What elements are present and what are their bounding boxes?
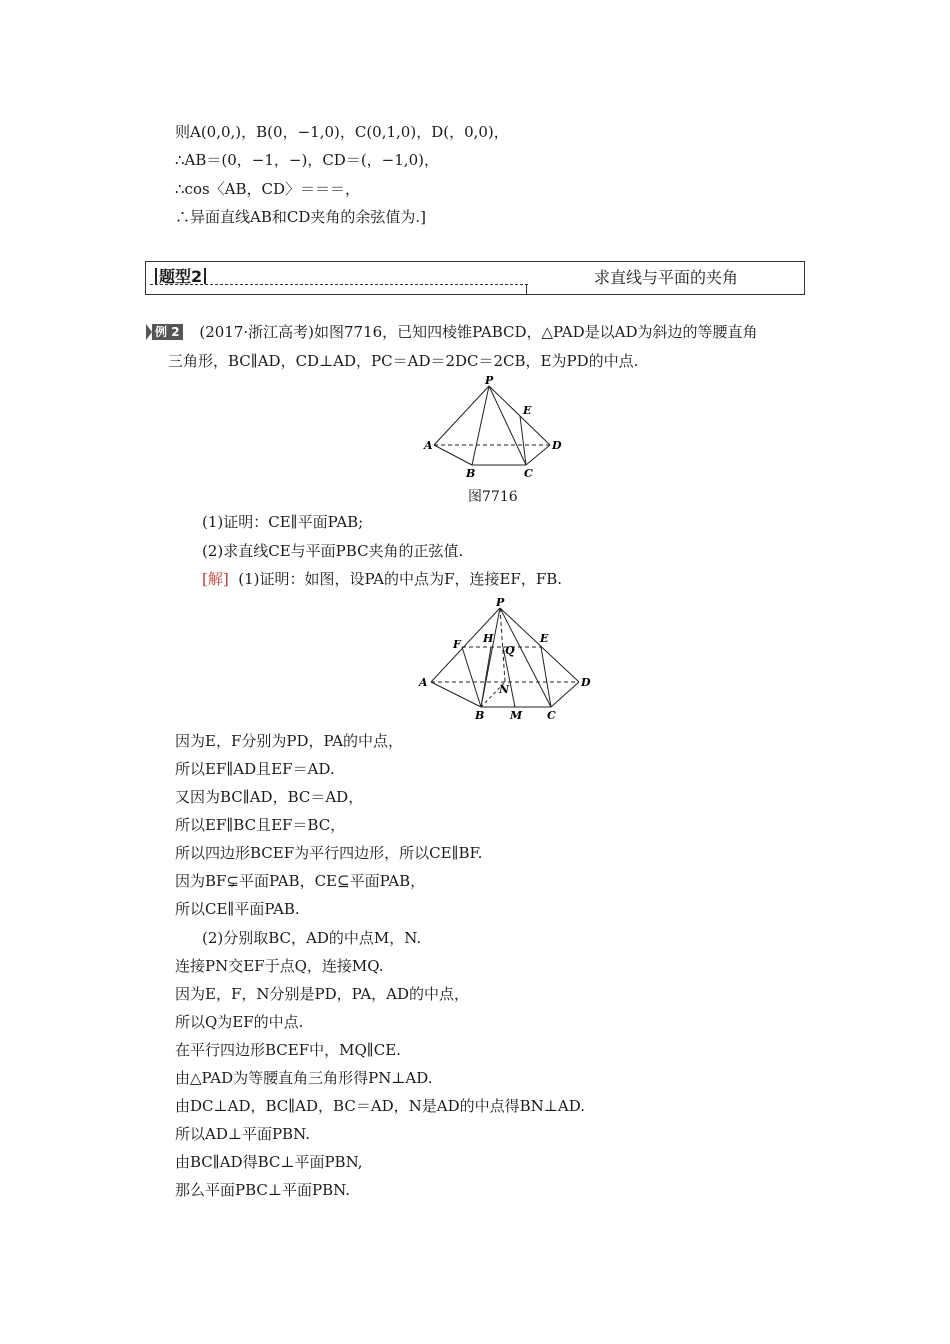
label-n: N xyxy=(499,683,510,696)
text-line: 由DC⊥AD，BC∥AD，BC＝AD，N是AD的中点得BN⊥AD. xyxy=(175,1097,586,1115)
divider xyxy=(150,284,528,285)
text-line: (2)分别取BC，AD的中点M，N. xyxy=(202,929,422,947)
text-line: 所以EF∥BC且EF＝BC， xyxy=(175,816,346,834)
label-d: D xyxy=(552,439,562,452)
example-text: (2017·浙江高考)如图7716，已知四棱锥PABCD，△PAD是以AD为斜边的等腰直角 xyxy=(199,323,758,341)
text-line: 所以四边形BCEF为平行四边形，所以CE∥BF. xyxy=(175,844,483,862)
text-line: 连接PN交EF于点Q，连接MQ. xyxy=(175,957,384,975)
label-e: E xyxy=(540,632,549,645)
text-line: 所以CE∥平面PAB. xyxy=(175,900,300,918)
label-d: D xyxy=(581,676,591,689)
text-line: 由△PAD为等腰直角三角形得PN⊥AD. xyxy=(175,1069,433,1087)
label-c: C xyxy=(524,467,533,480)
pyramid-figure-1 xyxy=(420,374,570,484)
figure-caption: 图7716 xyxy=(468,489,518,505)
question-1: (1)证明：CE∥平面PAB; xyxy=(202,513,364,531)
text-line: 所以AD⊥平面PBN. xyxy=(175,1125,311,1143)
label-b: B xyxy=(466,467,476,480)
text-line: ∴cos〈AB，CD〉＝＝＝， xyxy=(175,180,361,198)
label-m: M xyxy=(510,709,523,722)
label-h: H xyxy=(483,632,494,645)
example-line-2: 三角形，BC∥AD，CD⊥AD，PC＝AD＝2DC＝2CB，E为PD的中点. xyxy=(168,352,639,370)
text-line: 则A(0,0,)，B(0，−1,0)，C(0,1,0)，D(，0,0)， xyxy=(175,123,509,141)
section-label: 题型2 xyxy=(153,264,208,287)
pyramid-figure-2 xyxy=(415,595,595,725)
label-p: P xyxy=(485,374,494,387)
example-badge: 例 2 xyxy=(152,324,183,340)
label-a: A xyxy=(419,676,428,689)
label-c: C xyxy=(547,709,556,722)
text-line: 因为E，F，N分别是PD，PA，AD的中点， xyxy=(175,985,470,1003)
label-q: Q xyxy=(505,644,515,657)
solution-intro: [解] (1)证明：如图，设PA的中点为F，连接EF，FB. xyxy=(202,570,563,588)
label-p: P xyxy=(496,596,505,609)
divider xyxy=(526,284,527,294)
label-b: B xyxy=(475,709,485,722)
section-header xyxy=(145,261,805,295)
text-line: ∴异面直线AB和CD夹角的余弦值为.] xyxy=(175,208,426,226)
label-a: A xyxy=(424,439,433,452)
solution-tag: [解] xyxy=(202,570,229,588)
label-e: E xyxy=(523,404,532,417)
text-line: 所以Q为EF的中点. xyxy=(175,1013,304,1031)
text-line: 在平行四边形BCEF中，MQ∥CE. xyxy=(175,1041,401,1059)
example-line-1 xyxy=(146,322,758,342)
text-line: 又因为BC∥AD，BC＝AD， xyxy=(175,788,364,806)
text-line: 那么平面PBC⊥平面PBN. xyxy=(175,1181,351,1199)
text-line: 因为BF⊊平面PAB，CE⊆平面PAB， xyxy=(175,872,426,890)
text-line: 因为E，F分别为PD，PA的中点， xyxy=(175,732,404,750)
text-line: ∴AB＝(0，−1，−)，CD＝(，−1,0)， xyxy=(175,151,439,169)
section-title: 求直线与平面的夹角 xyxy=(594,268,739,287)
label-f: F xyxy=(453,638,461,651)
text-line: 所以EF∥AD且EF＝AD. xyxy=(175,760,335,778)
question-2: (2)求直线CE与平面PBC夹角的正弦值. xyxy=(202,542,464,560)
text-line: 由BC∥AD得BC⊥平面PBN, xyxy=(175,1153,363,1171)
